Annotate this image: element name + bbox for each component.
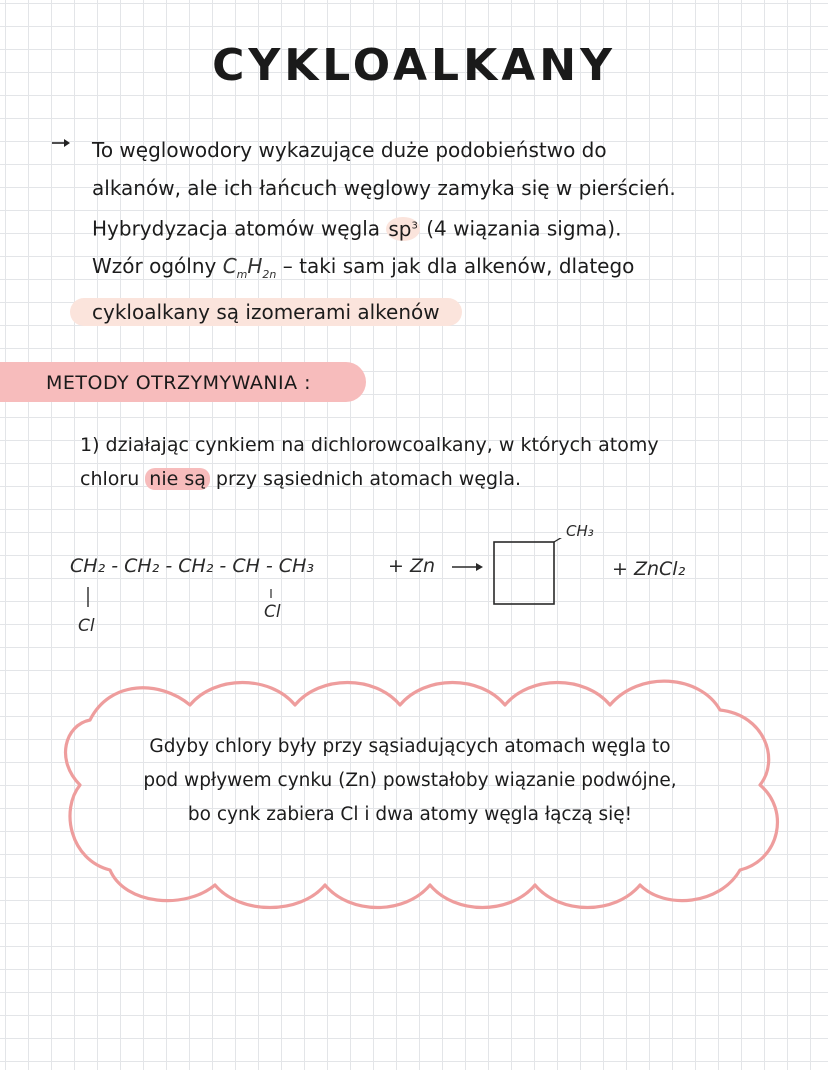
note-line-3: bo cynk zabiera Cl i dwa atomy węgla łączą się! bbox=[187, 804, 633, 825]
reaction-equation bbox=[0, 510, 828, 650]
intro-line-4: Wzór ogólny $C_mH_{2n}$ – taki sam jak dla alkenów, dlatego bbox=[92, 254, 635, 282]
intro-line-5 bbox=[92, 294, 676, 332]
method-1-line-2: chloru nie są przy sąsiednich atomach węgla. bbox=[80, 468, 522, 490]
page-title: CYKLOALKANY bbox=[212, 40, 616, 91]
intro-line-2: alkanów, ale ich łańcuch węglowy zamyka się w pierścień. bbox=[92, 175, 676, 200]
not-adjacent-highlight: nie są bbox=[145, 468, 210, 490]
zinc-chloride-product: + ZnCl₂ bbox=[612, 558, 686, 580]
chain-bonds bbox=[80, 585, 280, 645]
reaction-arrow-icon bbox=[450, 560, 486, 574]
cyclobutane-ring-icon bbox=[490, 538, 570, 610]
note-line-2: pod wpływem cynku (Zn) powstałoby wiązanie podwójne, bbox=[143, 770, 677, 791]
method-1-line-1: 1) działając cynkiem na dichlorowcoalkany, w których atomy bbox=[80, 434, 659, 456]
hybridization-highlight: $sp^3$ bbox=[388, 216, 418, 241]
note-line-1: Gdyby chlory były przy sąsiadujących atomach węgla to bbox=[149, 736, 671, 757]
intro-line-3: Hybrydyzacja atomów węgla $sp^3$ (4 wiązania sigma). bbox=[92, 216, 622, 241]
zinc-reagent: + Zn bbox=[388, 555, 436, 577]
chlorine-left: Cl bbox=[78, 616, 95, 636]
cloud-note bbox=[60, 730, 760, 832]
section-title: METODY OTRZYMYWANIA : bbox=[46, 372, 312, 394]
arrow-right-icon bbox=[50, 136, 74, 150]
reactant-chain: CH₂ - CH₂ - CH₂ - CH - CH₃ bbox=[70, 555, 314, 577]
intro-line-1: To węglowodory wykazujące duże podobieństwo do bbox=[92, 138, 607, 162]
general-formula: $C_mH_{2n}$ bbox=[222, 254, 277, 282]
methyl-group: CH₃ bbox=[566, 522, 594, 540]
chlorine-middle: Cl bbox=[264, 602, 281, 622]
mid-bond bbox=[266, 588, 276, 602]
method-1 bbox=[80, 428, 659, 496]
isomer-highlight: cykloalkany są izomerami alkenów bbox=[70, 298, 462, 326]
